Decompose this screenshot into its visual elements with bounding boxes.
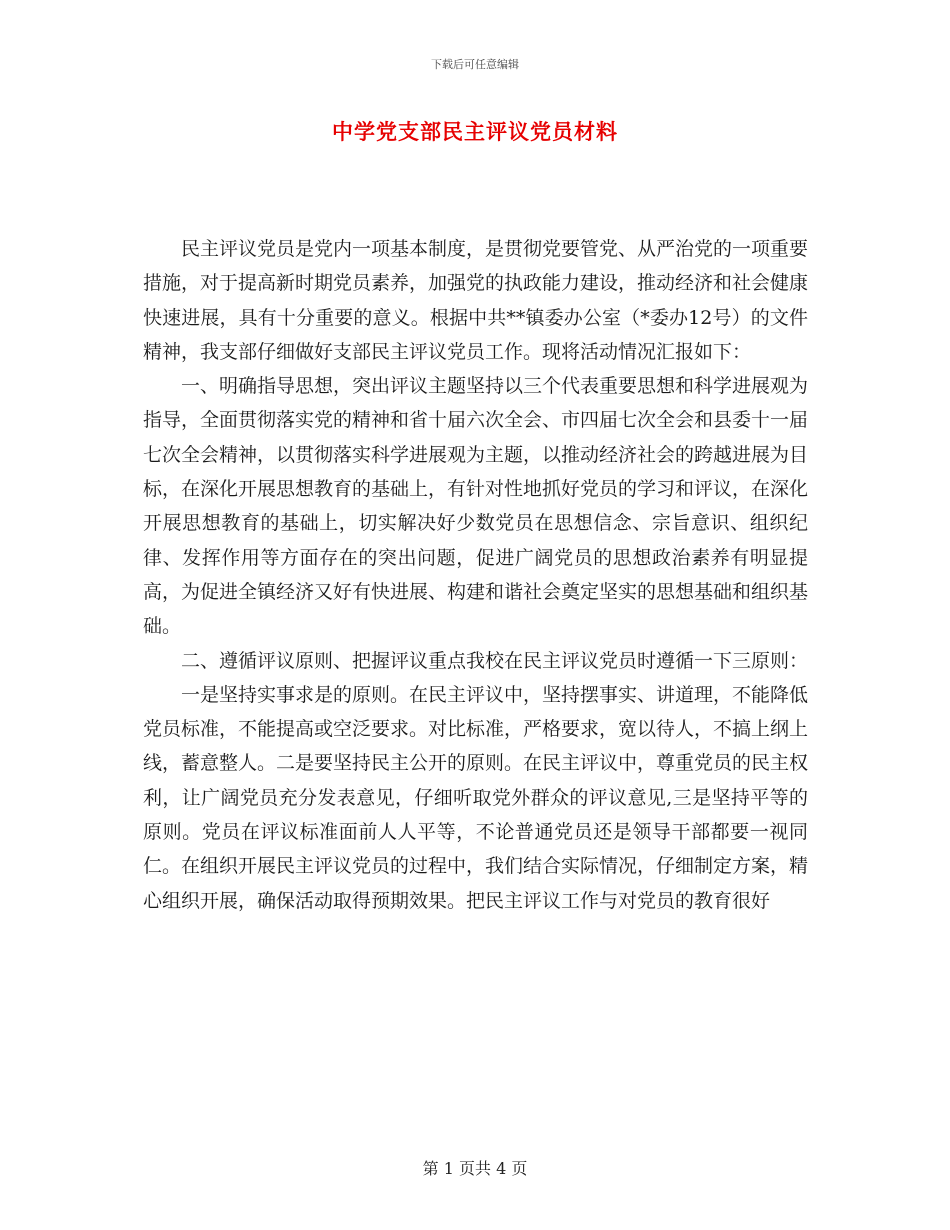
document-title: 中学党支部民主评议党员材料 <box>332 119 618 144</box>
paragraph-section-1: 一、明确指导思想，突出评议主题坚持以三个代表重要思想和科学进展观为指导，全面贯彻落实党的精神和省十届六次全会、市四届七次全会和县委十一届七次全会精神，以贯彻落实科学进展观为主题，以推动经济社会的跨越进展为目标，在深化开展思想教育的基础上，有针对性地抓好党员的学习和评议，在深化开展思想教育的基础上，切实解决好少数党员在思想信念、宗旨意识、组织纪律、发挥作用等方面存在的突出问题，促进广阔党员的思想政治素养有明显提高，为促进全镇经济又好有快进展、构建和谐社会奠定坚实的思想基础和组织基础。 <box>143 375 809 638</box>
paragraph-intro: 民主评议党员是党内一项基本制度，是贯彻党要管党、从严治党的一项重要措施，对于提高新时期党员素养，加强党的执政能力建设，推动经济和社会健康快速进展，具有十分重要的意义。根据中共**镇委办公室（*委办12号）的文件精神，我支部仔细做好支部民主评议党员工作。现将活动情况汇报如下： <box>143 238 809 363</box>
paragraph-section-2: 二、遵循评议原则、把握评议重点我校在民主评议党员时遵循一下三原则： <box>181 649 809 672</box>
header-note: 下载后可任意编辑 <box>431 58 519 71</box>
page-number-footer: 第 1 页共 4 页 <box>422 1159 528 1178</box>
paragraph-principles: 一是坚持实事求是的原则。在民主评议中，坚持摆事实、讲道理，不能降低党员标准，不能提高或空泛要求。对比标准，严格要求，宽以待人，不搞上纲上线，蓄意整人。二是要坚持民主公开的原则。在民主评议中，尊重党员的民主权利，让广阔党员充分发表意见，仔细听取党外群众的评议意见,三是坚持平等的原则。党员在评议标准面前人人平等，不论普通党员还是领导干部都要一视同仁。在组织开展民主评议党员的过程中，我们结合实际情况，仔细制定方案，精心组织开展，确保活动取得预期效果。把民主评议工作与对党员的教育很好 <box>143 683 809 912</box>
document-body <box>143 232 808 918</box>
